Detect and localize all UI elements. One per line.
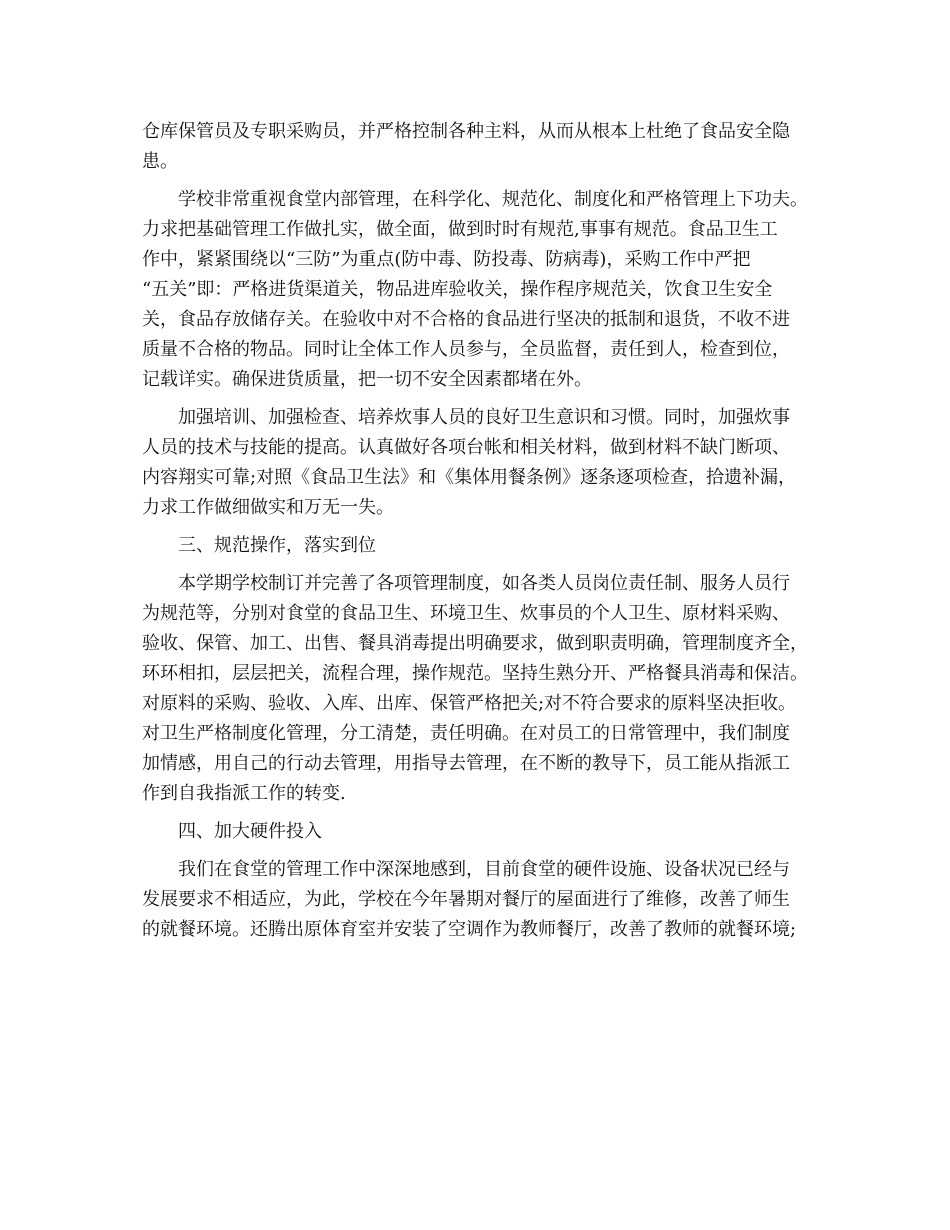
text-line: “五关”即：严格进货渠道关，物品进库验收关，操作程序规范关，饮食卫生安全: [142, 279, 773, 300]
paragraph-first-line: 加强培训、加强检查、培养炊事人员的良好卫生意识和习惯。同时，加强炊事: [178, 407, 790, 428]
text-line: 作中，紧紧围绕以“三防”为重点(防中毒、防投毒、防病毒)，采购工作中严把: [142, 249, 751, 270]
text-line: 对原料的采购、验收、入库、出库、保管严格把关;对不符合要求的原料坚决拒收。: [142, 693, 797, 714]
text-line: 环环相扣，层层把关，流程合理，操作规范。坚持生熟分开、严格餐具消毒和保洁。: [142, 663, 808, 684]
paragraph-first-line: 我们在食堂的管理工作中深深地感到，目前食堂的硬件设施、设备状况已经与: [178, 859, 790, 880]
text-line: 患。: [142, 151, 178, 172]
document-body: [142, 117, 832, 945]
text-line: 人员的技术与技能的提高。认真做好各项台帐和相关材料，做到材料不缺门断项、: [142, 437, 790, 458]
text-line: 关，食品存放储存关。在验收中对不合格的食品进行坚决的抵制和退货，不收不进: [142, 309, 790, 330]
text-line: 内容翔实可靠;对照《食品卫生法》和《集体用餐条例》逐条逐项检查，拾遗补漏，: [142, 467, 797, 488]
text-line: 的就餐环境。还腾出原体育室并安装了空调作为教师餐厅，改善了教师的就餐环境;: [142, 919, 797, 940]
text-line: 力求工作做细做实和万无一失。: [142, 497, 394, 518]
text-line: 发展要求不相适应，为此，学校在今年暑期对餐厅的屋面进行了维修，改善了师生: [142, 889, 790, 910]
text-line: 作到自我指派工作的转变.: [142, 783, 346, 804]
text-line: 质量不合格的物品。同时让全体工作人员参与，全员监督，责任到人，检查到位，: [142, 339, 790, 360]
text-line: 为规范等，分别对食堂的食品卫生、环境卫生、炊事员的个人卫生、原材料采购、: [142, 603, 790, 624]
paragraph-first-line: 本学期学校制订并完善了各项管理制度，如各类人员岗位责任制、服务人员行: [178, 573, 790, 594]
text-line: 仓库保管员及专职采购员，并严格控制各种主料，从而从根本上杜绝了食品安全隐: [142, 121, 790, 142]
text-line: 加情感，用自己的行动去管理，用指导去管理，在不断的教导下，员工能从指派工: [142, 753, 790, 774]
section-heading: 四、加大硬件投入: [178, 821, 322, 842]
text-line: 验收、保管、加工、出售、餐具消毒提出明确要求，做到职责明确，管理制度齐全，: [142, 633, 808, 654]
paragraph-first-line: 学校非常重视食堂内部管理，在科学化、规范化、制度化和严格管理上下功夫。: [178, 189, 808, 210]
section-heading: 三、规范操作，落实到位: [178, 535, 376, 556]
text-line: 对卫生严格制度化管理，分工清楚，责任明确。在对员工的日常管理中，我们制度: [142, 723, 790, 744]
text-line: 记载详实。确保进货质量，把一切不安全因素都堵在外。: [142, 369, 592, 390]
text-line: 力求把基础管理工作做扎实，做全面，做到时时有规范,事事有规范。食品卫生工: [142, 219, 778, 240]
